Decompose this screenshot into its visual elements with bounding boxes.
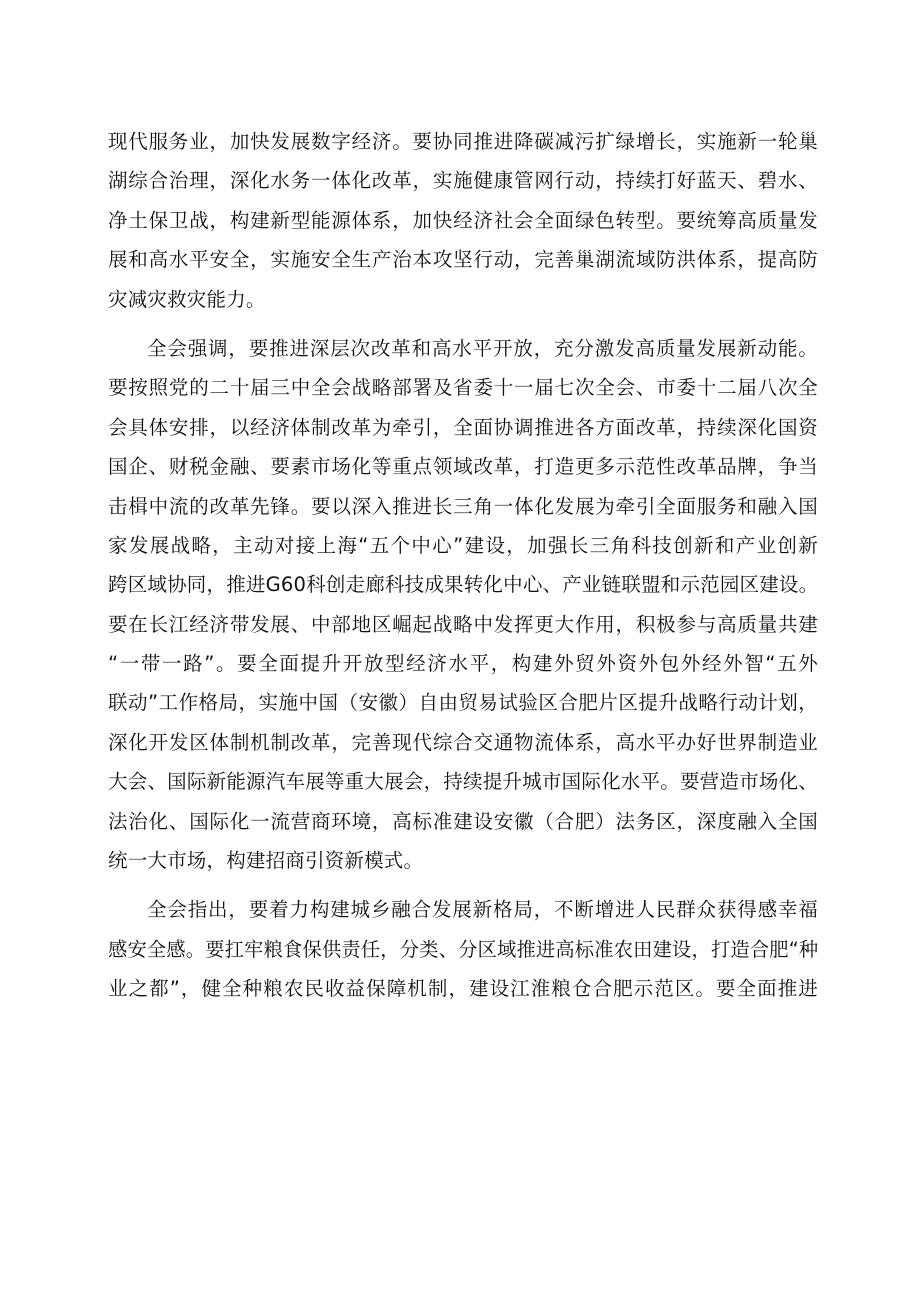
text-line: 展和高水平安全，实施安全生产治本攻坚行动，完善巢湖流域防洪体系，提高防 — [108, 248, 818, 272]
document-body — [108, 122, 818, 1019]
text-line: 联动”工作格局，实施中国（安徽）自由贸易试验区合肥片区提升战略行动计划， — [108, 691, 818, 715]
text-line: 业之都”，健全种粮农民收益保障机制，建设江淮粮仓合肥示范区。要全面推进 — [108, 977, 818, 1001]
text-line: 击楫中流的改革先锋。要以深入推进长三角一体化发展为牵引全面服务和融入国 — [108, 494, 818, 518]
text-line: 大会、国际新能源汽车展等重大展会，持续提升城市国际化水平。要营造市场化、 — [108, 770, 818, 794]
text-line: “一带一路”。要全面提升开放型经济水平，构建外贸外资外包外经外智“五外 — [108, 652, 818, 676]
text-line: 净土保卫战，构建新型能源体系，加快经济社会全面绿色转型。要统筹高质量发 — [108, 208, 818, 232]
text-line: 感安全感。要扛牢粮食保供责任，分类、分区域推进高标准农田建设，打造合肥“种 — [108, 937, 819, 961]
paragraph-3 — [108, 890, 818, 1008]
text-line: 要在长江经济带发展、中部地区崛起战略中发挥更大作用，积极参与高质量共建 — [108, 612, 818, 636]
text-line: 灾减灾救灾能力。 — [108, 287, 266, 311]
text-line: 全会强调，要推进深层次改革和高水平开放，充分激发高质量发展新动能。 — [147, 336, 818, 360]
text-line: 湖综合治理，深化水务一体化改革，实施健康管网行动，持续打好蓝天、碧水、 — [108, 169, 818, 193]
text-line: 会具体安排，以经济体制改革为牵引，全面协调推进各方面改革，持续深化国资 — [108, 415, 818, 439]
text-line: 家发展战略，主动对接上海“五个中心”建设，加强长三角科技创新和产业创新 — [108, 533, 818, 557]
text-line: 统一大市场，构建招商引资新模式。 — [108, 849, 424, 873]
paragraph-2 — [108, 329, 818, 880]
text-line: 法治化、国际化一流营商环境，高标准建设安徽（合肥）法务区，深度融入全国 — [108, 809, 818, 833]
text-line: 深化开发区体制机制改革，完善现代综合交通物流体系，高水平办好世界制造业 — [108, 730, 818, 754]
text-line: 国企、财税金融、要素市场化等重点领域改革，打造更多示范性改革品牌，争当 — [108, 455, 818, 479]
text-line: 要按照党的二十届三中全会战略部署及省委十一届七次全会、市委十二届八次全 — [108, 376, 818, 400]
text-line: 全会指出，要着力构建城乡融合发展新格局，不断增进人民群众获得感幸福 — [147, 898, 818, 922]
text-line: 现代服务业，加快发展数字经济。要协同推进降碳减污扩绿增长，实施新一轮巢 — [108, 130, 818, 153]
text-line: 跨区域协同，推进G60科创走廊科技成果转化中心、产业链联盟和示范园区建设。 — [108, 573, 819, 597]
paragraph-1 — [108, 122, 818, 319]
